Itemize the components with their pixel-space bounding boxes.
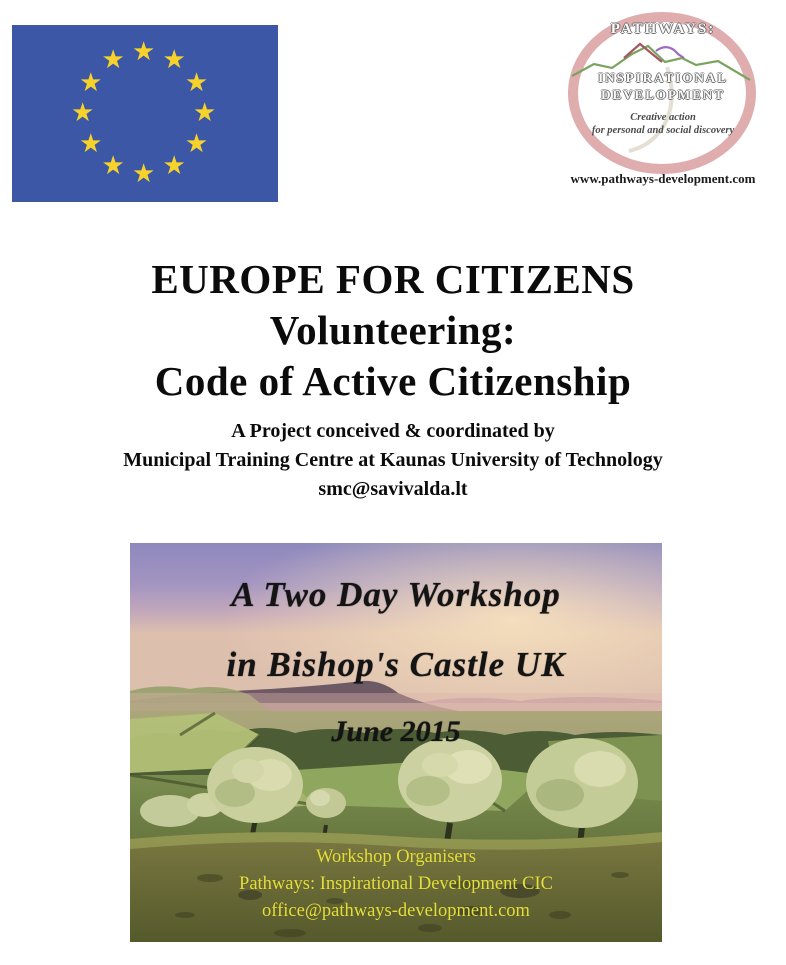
eu-star-icon: ★ <box>184 128 209 158</box>
subtitle-line-2: Municipal Training Centre at Kaunas University of Technology <box>123 449 663 471</box>
eu-flag <box>12 25 278 202</box>
subtitle <box>0 417 786 504</box>
subtitle-line-1: A Project conceived & coordinated by <box>231 420 555 442</box>
workshop-poster <box>130 543 662 942</box>
poster-date: June 2015 <box>331 715 461 748</box>
logo-line2: DEVELOPMENT <box>601 87 725 102</box>
eu-star-icon: ★ <box>193 98 217 127</box>
logo-title: PATHWAYS: <box>610 21 716 37</box>
organisers-name: Pathways: Inspirational Development CIC <box>239 874 553 894</box>
organisers-email: office@pathways-development.com <box>262 901 530 921</box>
eu-star-icon: ★ <box>132 159 156 188</box>
eu-star-icon: ★ <box>101 45 125 75</box>
main-title <box>0 254 786 407</box>
eu-star-icon: ★ <box>79 67 103 97</box>
logo-line1: INSPIRATIONAL <box>598 70 728 85</box>
eu-star-icon: ★ <box>132 37 156 66</box>
logo-tagline2: for personal and social discovery <box>591 125 735 136</box>
eu-star-icon: ★ <box>162 150 186 180</box>
eu-star-icon: ★ <box>184 67 209 97</box>
eu-star-icon: ★ <box>71 98 95 127</box>
logo-tagline1: Creative action <box>630 112 696 123</box>
title-line-3: Code of Active Citizenship <box>154 358 632 404</box>
subtitle-email: smc@savivalda.lt <box>318 478 468 500</box>
title-line-1: EUROPE FOR CITIZENS <box>151 256 635 302</box>
eu-star-icon: ★ <box>101 150 125 180</box>
eu-star-icon: ★ <box>79 128 103 158</box>
pathways-logo <box>556 8 770 208</box>
title-line-2: Volunteering: <box>269 307 517 353</box>
eu-star-icon: ★ <box>162 45 186 75</box>
logo-website: www.pathways-development.com <box>570 171 756 186</box>
poster-heading-2: in Bishop's Castle UK <box>226 645 566 684</box>
organisers-label: Workshop Organisers <box>315 847 477 867</box>
poster-heading-1: A Two Day Workshop <box>231 575 561 614</box>
